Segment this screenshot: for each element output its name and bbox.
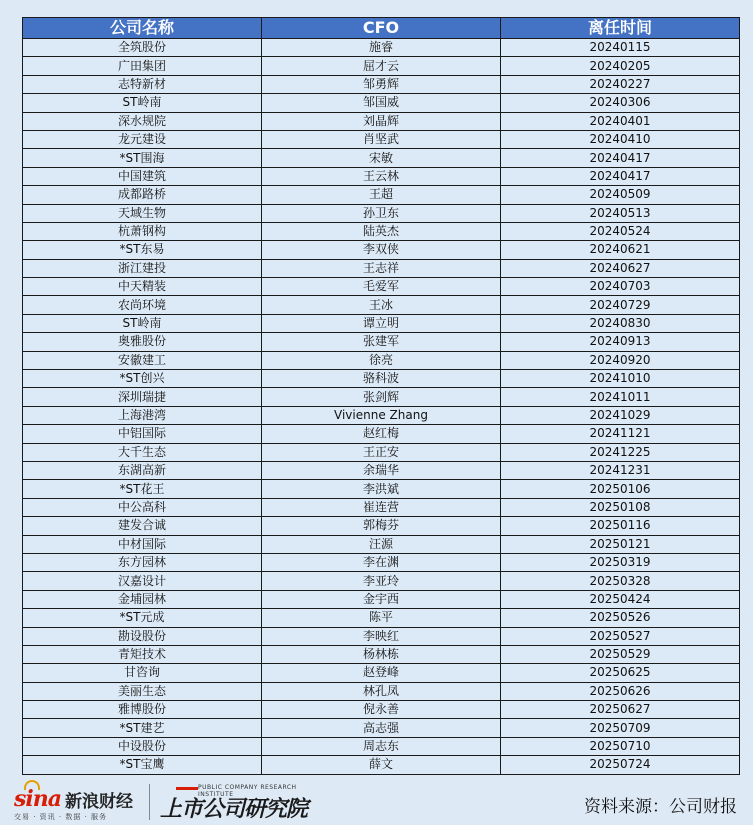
- table-row: [23, 406, 740, 424]
- departure-date-cell: 20250116: [501, 517, 740, 535]
- table-row: [23, 701, 740, 719]
- departure-date-cell: 20241225: [501, 443, 740, 461]
- departure-date-cell: 20240115: [501, 39, 740, 57]
- cfo-cell: 肖坚武: [262, 130, 501, 148]
- company-cell: ST岭南: [23, 94, 262, 112]
- company-cell: *ST元成: [23, 609, 262, 627]
- company-cell: 青矩技术: [23, 645, 262, 663]
- company-cell: 成都路桥: [23, 186, 262, 204]
- table-row: [23, 388, 740, 406]
- table-row: [23, 204, 740, 222]
- table-row: [23, 351, 740, 369]
- table-row: [23, 278, 740, 296]
- cfo-cell: 李映红: [262, 627, 501, 645]
- table-row: [23, 75, 740, 93]
- departure-date-cell: 20250121: [501, 535, 740, 553]
- company-cell: 上海港湾: [23, 406, 262, 424]
- cfo-cell: 李双侠: [262, 241, 501, 259]
- table-row: [23, 314, 740, 332]
- departure-date-cell: 20250527: [501, 627, 740, 645]
- table-row: [23, 149, 740, 167]
- departure-date-cell: 20250709: [501, 719, 740, 737]
- table-row: [23, 167, 740, 185]
- table-row: [23, 425, 740, 443]
- cfo-cell: 倪永善: [262, 701, 501, 719]
- company-cell: *ST花王: [23, 480, 262, 498]
- company-cell: 中设股份: [23, 737, 262, 755]
- departure-date-cell: 20240830: [501, 314, 740, 332]
- company-cell: 深水规院: [23, 112, 262, 130]
- departure-date-cell: 20240703: [501, 278, 740, 296]
- departure-date-cell: 20241231: [501, 461, 740, 479]
- departure-date-cell: 20240205: [501, 57, 740, 75]
- sina-eye-icon: [24, 780, 40, 790]
- table-row: [23, 296, 740, 314]
- departure-date-cell: 20240627: [501, 259, 740, 277]
- company-cell: 龙元建设: [23, 130, 262, 148]
- table-row: [23, 112, 740, 130]
- company-cell: 甘咨询: [23, 664, 262, 682]
- departure-date-cell: 20241029: [501, 406, 740, 424]
- company-cell: 志特新材: [23, 75, 262, 93]
- table-row: [23, 498, 740, 516]
- cfo-cell: 徐亮: [262, 351, 501, 369]
- departure-date-cell: 20240306: [501, 94, 740, 112]
- departure-date-cell: 20240524: [501, 222, 740, 240]
- departure-date-cell: 20240621: [501, 241, 740, 259]
- company-cell: 金埔园林: [23, 590, 262, 608]
- company-cell: 汉嘉设计: [23, 572, 262, 590]
- departure-date-cell: 20240513: [501, 204, 740, 222]
- cfo-cell: 张剑辉: [262, 388, 501, 406]
- departure-date-cell: 20241121: [501, 425, 740, 443]
- company-cell: 勘设股份: [23, 627, 262, 645]
- company-cell: *ST建艺: [23, 719, 262, 737]
- company-cell: 广田集团: [23, 57, 262, 75]
- cfo-cell: 金宇西: [262, 590, 501, 608]
- cfo-cell: 邹国威: [262, 94, 501, 112]
- table-row: [23, 553, 740, 571]
- company-cell: 雅博股份: [23, 701, 262, 719]
- cfo-cell: 孙卫东: [262, 204, 501, 222]
- table-row: [23, 186, 740, 204]
- table-row: [23, 627, 740, 645]
- company-cell: 中公高科: [23, 498, 262, 516]
- data-source-note: 资料来源：公司财报: [584, 797, 737, 817]
- departure-date-cell: 20250626: [501, 682, 740, 700]
- departure-date-cell: 20240410: [501, 130, 740, 148]
- table-row: [23, 664, 740, 682]
- cfo-cell: 林孔凤: [262, 682, 501, 700]
- company-cell: 建发合诚: [23, 517, 262, 535]
- cfo-cell: 王冰: [262, 296, 501, 314]
- table-row: [23, 645, 740, 663]
- departure-date-cell: 20250627: [501, 701, 740, 719]
- company-cell: 东方园林: [23, 553, 262, 571]
- table-body: [23, 39, 740, 775]
- cfo-cell: 杨林栋: [262, 645, 501, 663]
- table-row: [23, 443, 740, 461]
- departure-date-cell: 20241011: [501, 388, 740, 406]
- sina-finance-name: 新浪财经: [65, 792, 133, 812]
- departure-date-cell: 20240913: [501, 333, 740, 351]
- company-cell: ST岭南: [23, 314, 262, 332]
- company-cell: 安徽建工: [23, 351, 262, 369]
- institute-accent-bar: [176, 787, 198, 790]
- table-row: [23, 57, 740, 75]
- sina-finance-logo: [14, 786, 133, 812]
- table-row: [23, 719, 740, 737]
- departure-date-cell: 20240227: [501, 75, 740, 93]
- table-row: [23, 333, 740, 351]
- departure-date-cell: 20250625: [501, 664, 740, 682]
- company-cell: *ST宝鹰: [23, 756, 262, 774]
- table-row: [23, 517, 740, 535]
- cfo-cell: 李亚玲: [262, 572, 501, 590]
- table-row: [23, 609, 740, 627]
- cfo-cell: 邹勇辉: [262, 75, 501, 93]
- institute-english-name: PUBLIC COMPANY RESEARCH INSTITUTE: [198, 784, 297, 798]
- table-row: [23, 39, 740, 57]
- table-row: [23, 370, 740, 388]
- company-cell: 浙江建投: [23, 259, 262, 277]
- cfo-cell: 骆科波: [262, 370, 501, 388]
- cfo-cell: 王正安: [262, 443, 501, 461]
- departure-date-cell: 20240920: [501, 351, 740, 369]
- departure-date-cell: 20250724: [501, 756, 740, 774]
- table-row: [23, 535, 740, 553]
- cfo-cell: 刘晶辉: [262, 112, 501, 130]
- cfo-cell: 王志祥: [262, 259, 501, 277]
- departure-date-cell: 20240417: [501, 167, 740, 185]
- cfo-cell: 赵红梅: [262, 425, 501, 443]
- company-cell: 天域生物: [23, 204, 262, 222]
- footer: [0, 782, 753, 825]
- table-row: [23, 94, 740, 112]
- departure-date-cell: 20250328: [501, 572, 740, 590]
- table-row: [23, 756, 740, 774]
- company-cell: 中铝国际: [23, 425, 262, 443]
- table-row: [23, 682, 740, 700]
- departure-date-cell: 20250108: [501, 498, 740, 516]
- cfo-cell: 郭梅芬: [262, 517, 501, 535]
- company-cell: 中材国际: [23, 535, 262, 553]
- cfo-cell: 王超: [262, 186, 501, 204]
- table-row: [23, 130, 740, 148]
- table-row: [23, 572, 740, 590]
- company-cell: 美丽生态: [23, 682, 262, 700]
- departure-date-cell: 20240417: [501, 149, 740, 167]
- company-cell: 东湖高新: [23, 461, 262, 479]
- company-cell: 大千生态: [23, 443, 262, 461]
- company-cell: 深圳瑞捷: [23, 388, 262, 406]
- departure-date-cell: 20250106: [501, 480, 740, 498]
- cfo-cell: 王云林: [262, 167, 501, 185]
- cfo-cell: 李洪斌: [262, 480, 501, 498]
- table-row: [23, 480, 740, 498]
- table-row: [23, 259, 740, 277]
- research-institute-logo: [160, 784, 330, 822]
- cfo-departure-table: [22, 17, 740, 775]
- cfo-cell: 赵登峰: [262, 664, 501, 682]
- cfo-cell: 崔连营: [262, 498, 501, 516]
- company-cell: *ST围海: [23, 149, 262, 167]
- table-row: [23, 222, 740, 240]
- cfo-cell: 张建军: [262, 333, 501, 351]
- company-cell: 中国建筑: [23, 167, 262, 185]
- cfo-cell: 汪源: [262, 535, 501, 553]
- company-cell: 农尚环境: [23, 296, 262, 314]
- header-cfo: CFO: [262, 18, 501, 39]
- company-cell: 奥雅股份: [23, 333, 262, 351]
- cfo-cell: 毛爱军: [262, 278, 501, 296]
- departure-date-cell: 20250710: [501, 737, 740, 755]
- cfo-cell: 谭立明: [262, 314, 501, 332]
- cfo-cell: 余瑞华: [262, 461, 501, 479]
- header-company: 公司名称: [23, 18, 262, 39]
- institute-chinese-name: 上市公司研究院: [160, 797, 308, 822]
- departure-date-cell: 20241010: [501, 370, 740, 388]
- company-cell: *ST创兴: [23, 370, 262, 388]
- table-row: [23, 461, 740, 479]
- departure-date-cell: 20240401: [501, 112, 740, 130]
- sina-logo-mark: sina: [14, 786, 61, 812]
- departure-date-cell: 20250526: [501, 609, 740, 627]
- departure-date-cell: 20240509: [501, 186, 740, 204]
- cfo-cell: 屈才云: [262, 57, 501, 75]
- table-row: [23, 590, 740, 608]
- company-cell: *ST东易: [23, 241, 262, 259]
- logo-divider: [149, 784, 150, 820]
- cfo-cell: 陈平: [262, 609, 501, 627]
- cfo-cell: 薛文: [262, 756, 501, 774]
- cfo-cell: 宋敏: [262, 149, 501, 167]
- table-header-row: [23, 18, 740, 39]
- cfo-cell: 李在渊: [262, 553, 501, 571]
- departure-date-cell: 20250319: [501, 553, 740, 571]
- header-departure-date: 离任时间: [501, 18, 740, 39]
- company-cell: 中天精装: [23, 278, 262, 296]
- departure-date-cell: 20250529: [501, 645, 740, 663]
- cfo-cell: 陆英杰: [262, 222, 501, 240]
- cfo-cell: 周志东: [262, 737, 501, 755]
- cfo-cell: Vivienne Zhang: [262, 406, 501, 424]
- cfo-cell: 高志强: [262, 719, 501, 737]
- company-cell: 全筑股份: [23, 39, 262, 57]
- company-cell: 杭萧钢构: [23, 222, 262, 240]
- departure-date-cell: 20250424: [501, 590, 740, 608]
- table-row: [23, 241, 740, 259]
- sina-slogan: 交易 · 资讯 · 数据 · 服务: [14, 813, 108, 821]
- table-row: [23, 737, 740, 755]
- departure-date-cell: 20240729: [501, 296, 740, 314]
- cfo-cell: 施睿: [262, 39, 501, 57]
